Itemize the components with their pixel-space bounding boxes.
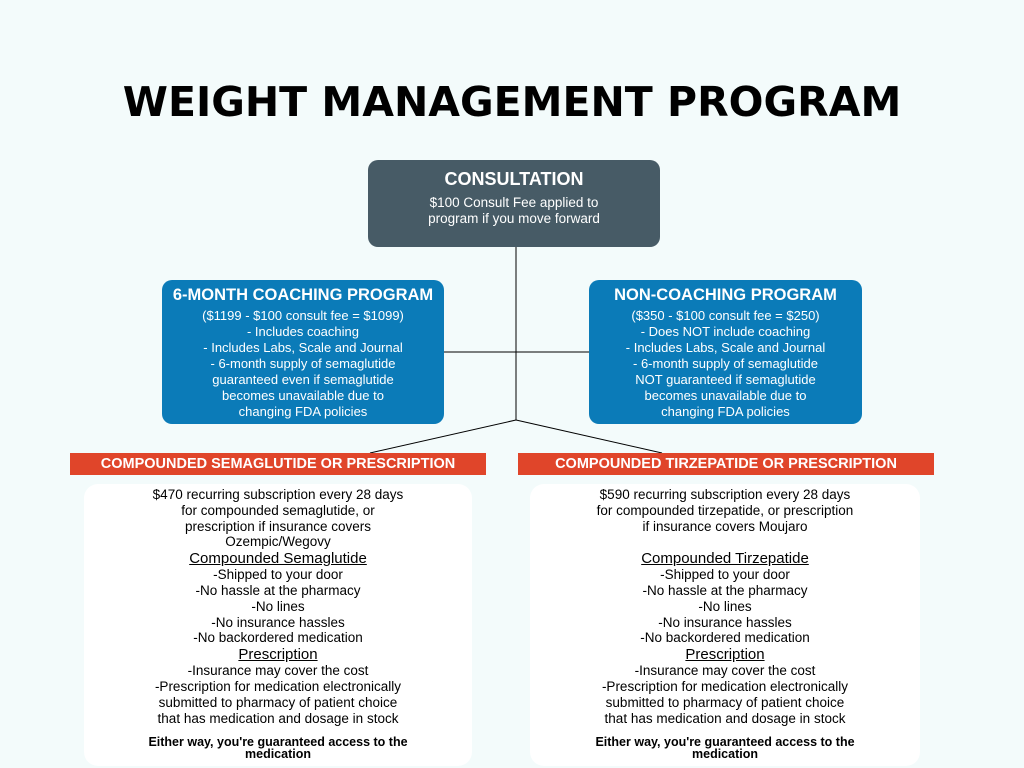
tirzepatide-compounded-item: -No hassle at the pharmacy — [642, 582, 808, 598]
tirzepatide-banner: COMPOUNDED TIRZEPATIDE OR PRESCRIPTION — [518, 453, 934, 475]
tirzepatide-compounded-item: -No backordered medication — [640, 630, 810, 646]
tirzepatide-prescription-item: that has medication and dosage in stock — [604, 710, 846, 726]
non-coaching-program-line: - Does NOT include coaching — [640, 324, 811, 339]
non-coaching-program-line: changing FDA policies — [661, 404, 790, 419]
tirzepatide-prescription-heading: Prescription — [685, 646, 765, 664]
coaching-program-line: changing FDA policies — [238, 404, 368, 419]
semaglutide-intro-line: for compounded semaglutide, or — [181, 502, 375, 518]
semaglutide-compounded-item: -No lines — [251, 598, 305, 614]
tirzepatide-card — [530, 484, 920, 766]
tirzepatide-prescription-item: submitted to pharmacy of patient choice — [605, 694, 845, 710]
semaglutide-compounded-item: -No insurance hassles — [211, 614, 345, 630]
non-coaching-program-line: - 6-month supply of semaglutide — [633, 356, 818, 371]
semaglutide-banner: COMPOUNDED SEMAGLUTIDE OR PRESCRIPTION — [70, 453, 486, 475]
connector-to-semaglutide — [370, 420, 516, 453]
coaching-program-heading: 6-MONTH COACHING PROGRAM — [172, 286, 434, 304]
semaglutide-prescription-item: -Prescription for medication electronically — [154, 678, 402, 694]
non-coaching-program-line: becomes unavailable due to — [644, 388, 807, 403]
tirzepatide-compounded-heading: Compounded Tirzepatide — [641, 550, 809, 568]
consultation-line: $100 Consult Fee applied to — [429, 195, 599, 210]
semaglutide-prescription-heading: Prescription — [238, 646, 318, 664]
page-title: WEIGHT MANAGEMENT PROGRAM — [122, 78, 902, 126]
tirzepatide-prescription-item: -Prescription for medication electronically — [601, 678, 849, 694]
semaglutide-compounded-item: -Shipped to your door — [213, 567, 343, 583]
connector-to-tirzepatide — [516, 420, 662, 453]
consultation-box — [368, 160, 660, 247]
coaching-program-line: - Includes coaching — [246, 324, 359, 339]
semaglutide-prescription-item: submitted to pharmacy of patient choice — [158, 694, 398, 710]
semaglutide-intro-line: $470 recurring subscription every 28 days — [152, 487, 404, 502]
spacer — [530, 534, 920, 550]
semaglutide-prescription-item: that has medication and dosage in stock — [157, 710, 399, 726]
coaching-program-line: - 6-month supply of semaglutide — [210, 356, 396, 371]
coaching-program-line: becomes unavailable due to — [222, 388, 384, 403]
semaglutide-compounded-heading: Compounded Semaglutide — [189, 550, 367, 568]
tirzepatide-compounded-item: -Shipped to your door — [660, 567, 790, 583]
tirzepatide-compounded-item: -No lines — [698, 598, 752, 614]
non-coaching-program-line: ($350 - $100 consult fee = $250) — [631, 308, 820, 323]
tirzepatide-prescription-item: -Insurance may cover the cost — [634, 663, 816, 679]
non-coaching-program-line: NOT guaranteed if semaglutide — [635, 372, 816, 387]
non-coaching-program-heading: NON-COACHING PROGRAM — [614, 286, 837, 304]
non-coaching-program-line: - Includes Labs, Scale and Journal — [625, 340, 826, 355]
tirzepatide-intro-line: for compounded tirzepatide, or prescription — [596, 502, 854, 518]
coaching-program-line: - Includes Labs, Scale and Journal — [203, 340, 403, 355]
coaching-program-line: guaranteed even if semaglutide — [212, 372, 394, 387]
consultation-line: program if you move forward — [428, 211, 600, 226]
non-coaching-program-box — [589, 280, 862, 424]
semaglutide-intro-line: Ozempic/Wegovy — [225, 534, 331, 550]
tirzepatide-footer-line: medication — [692, 747, 758, 762]
tirzepatide-intro-line: $590 recurring subscription every 28 days — [599, 487, 851, 502]
semaglutide-footer-line: Either way, you're guaranteed access to the — [148, 735, 408, 750]
semaglutide-intro-line: prescription if insurance covers — [184, 518, 372, 534]
tirzepatide-intro-line: if insurance covers Moujaro — [642, 518, 808, 534]
semaglutide-compounded-item: -No hassle at the pharmacy — [195, 582, 361, 598]
coaching-program-box — [162, 280, 444, 424]
semaglutide-footer-line: medication — [245, 747, 311, 762]
consultation-heading: CONSULTATION — [444, 169, 584, 189]
tirzepatide-footer-line: Either way, you're guaranteed access to the — [595, 735, 855, 750]
tirzepatide-compounded-item: -No insurance hassles — [658, 614, 792, 630]
semaglutide-footer — [84, 736, 472, 760]
tirzepatide-footer — [530, 736, 920, 760]
coaching-program-line: ($1199 - $100 consult fee = $1099) — [202, 308, 404, 323]
semaglutide-compounded-item: -No backordered medication — [193, 630, 363, 646]
semaglutide-prescription-item: -Insurance may cover the cost — [187, 663, 369, 679]
semaglutide-card — [84, 484, 472, 766]
